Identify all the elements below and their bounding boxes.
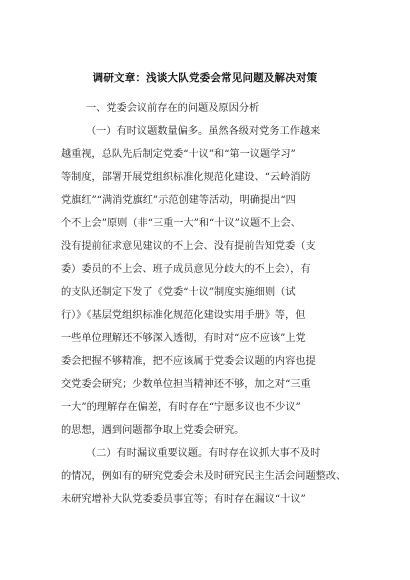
paragraph-line: 等制度，部署开展党组织标准化规范化建设、“云岭消防 (61, 172, 311, 183)
paragraph-line: 委会把握不够精准，把不应该属于党委会议题的内容也提 (61, 356, 316, 367)
paragraph-line: 未研究增补大队党委委员事宜等；有时存在漏议“十议” (61, 494, 306, 505)
paragraph-line: 越重视，总队先后制定党委“十议”和“第一议题学习” (61, 149, 296, 160)
paragraph-line: 没有提前征求意见建议的不上会、没有提前告知党委（支 (61, 241, 316, 252)
section-heading: 一、党委会议前存在的问题及原因分析 (86, 103, 260, 114)
paragraph-line: 一大”的理解存在偏差，有时存在“宁愿多议也不少议” (61, 402, 301, 413)
document-title: 调研文章：浅谈大队党委会常见问题及解决对策 (92, 72, 318, 84)
paragraph-line: （一）有时议题数量偏多。虽然各级对党务工作越来 (86, 126, 321, 137)
paragraph-line: 的支队还制定下发了《党委“十议”制度实施细则（试 (61, 287, 296, 298)
paragraph-line: 的情况，例如有的研究党委会未及时研究民主生活会问题整改、 (61, 471, 347, 482)
paragraph-line: 党旗红”“满消党旗红”示范创建等活动，明确提出“四 (61, 195, 296, 206)
paragraph-line: 一些单位理解还不够深入透彻，有时对“应不应该”上党 (61, 333, 306, 344)
paragraph-line: 委）委员的不上会、班子成员意见分歧大的不上会），有 (61, 264, 311, 275)
paragraph-line: （二）有时漏议重要议题。有时存在议抓大事不及时 (86, 448, 321, 459)
paragraph-line: 个不上会”原则（非“三重一大”和“十议”议题不上会、 (61, 218, 301, 229)
paragraph-line: 交党委会研究；少数单位担当精神还不够，加之对“三重 (61, 379, 311, 390)
paragraph-line: 的思想，遇到问题都争取上党委会研究。 (61, 425, 245, 436)
paragraph-line: 行）》《基层党组织标准化规范化建设实用手册》等，但 (61, 310, 306, 321)
